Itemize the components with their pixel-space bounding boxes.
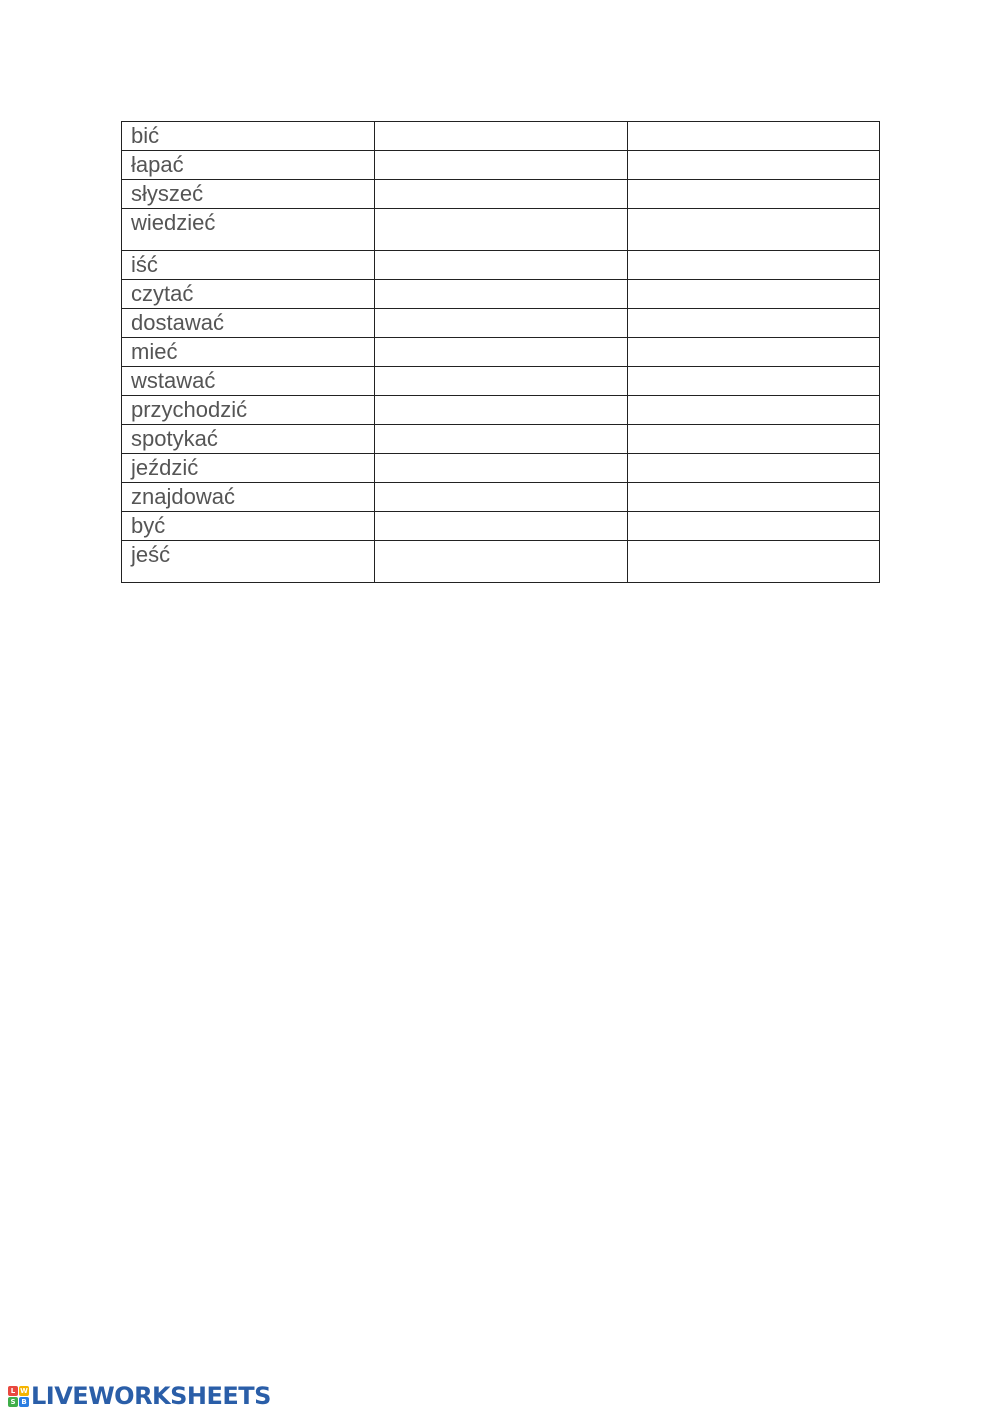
- verb-text: znajdować: [131, 484, 235, 509]
- table-row: [122, 209, 880, 251]
- answer-cell-2[interactable]: [628, 209, 880, 251]
- verb-cell: [122, 541, 375, 583]
- answer-cell-2[interactable]: [628, 251, 880, 280]
- verb-text: jeść: [131, 542, 171, 567]
- answer-cell-2[interactable]: [628, 151, 880, 180]
- table-row: [122, 512, 880, 541]
- verb-cell: [122, 367, 375, 396]
- answer-cell-1[interactable]: [375, 541, 628, 583]
- logo-text: LIVEWORKSHEETS: [31, 1382, 271, 1410]
- answer-cell-1[interactable]: [375, 309, 628, 338]
- answer-cell-2[interactable]: [628, 338, 880, 367]
- table-row: [122, 338, 880, 367]
- verb-cell: [122, 396, 375, 425]
- answer-cell-1[interactable]: [375, 151, 628, 180]
- table-row: [122, 367, 880, 396]
- verb-text: czytać: [131, 281, 194, 306]
- answer-cell-2[interactable]: [628, 425, 880, 454]
- answer-cell-2[interactable]: [628, 367, 880, 396]
- verb-text: spotykać: [131, 426, 218, 451]
- verb-text: przychodzić: [131, 397, 248, 422]
- verb-cell: [122, 512, 375, 541]
- verb-cell: [122, 151, 375, 180]
- verb-cell: [122, 425, 375, 454]
- answer-cell-1[interactable]: [375, 209, 628, 251]
- table-row: [122, 122, 880, 151]
- table-row: [122, 425, 880, 454]
- answer-cell-2[interactable]: [628, 483, 880, 512]
- table-row: [122, 251, 880, 280]
- answer-cell-1[interactable]: [375, 454, 628, 483]
- answer-cell-1[interactable]: [375, 396, 628, 425]
- verb-cell: [122, 309, 375, 338]
- answer-cell-1[interactable]: [375, 483, 628, 512]
- answer-cell-1[interactable]: [375, 338, 628, 367]
- answer-cell-1[interactable]: [375, 512, 628, 541]
- answer-cell-1[interactable]: [375, 425, 628, 454]
- verb-cell: [122, 180, 375, 209]
- table-row: [122, 396, 880, 425]
- answer-cell-1[interactable]: [375, 180, 628, 209]
- verb-text: jeździć: [131, 455, 199, 480]
- verb-text: być: [131, 513, 166, 538]
- logo-mark-icon: [8, 1386, 29, 1407]
- answer-cell-2[interactable]: [628, 309, 880, 338]
- verb-text: bić: [131, 123, 160, 148]
- answer-cell-2[interactable]: [628, 122, 880, 151]
- verb-table: [121, 121, 880, 583]
- answer-cell-2[interactable]: [628, 180, 880, 209]
- table-row: [122, 180, 880, 209]
- answer-cell-2[interactable]: [628, 280, 880, 309]
- verb-text: słyszeć: [131, 181, 204, 206]
- verb-cell: [122, 483, 375, 512]
- verb-text: iść: [131, 252, 158, 277]
- verb-cell: [122, 122, 375, 151]
- verb-text: dostawać: [131, 310, 224, 335]
- verb-text: łapać: [131, 152, 184, 177]
- verb-cell: [122, 209, 375, 251]
- verb-text: wiedzieć: [131, 210, 216, 235]
- answer-cell-1[interactable]: [375, 251, 628, 280]
- verb-cell: [122, 280, 375, 309]
- logo-block-b: B: [19, 1397, 29, 1407]
- table-row: [122, 454, 880, 483]
- answer-cell-2[interactable]: [628, 512, 880, 541]
- verb-text: mieć: [131, 339, 178, 364]
- answer-cell-1[interactable]: [375, 280, 628, 309]
- answer-cell-2[interactable]: [628, 541, 880, 583]
- table-row: [122, 280, 880, 309]
- answer-cell-2[interactable]: [628, 454, 880, 483]
- verb-text: wstawać: [131, 368, 216, 393]
- answer-cell-2[interactable]: [628, 396, 880, 425]
- answer-cell-1[interactable]: [375, 367, 628, 396]
- logo-block-w: W: [20, 1386, 28, 1395]
- answer-cell-1[interactable]: [375, 122, 628, 151]
- liveworksheets-logo: [8, 1382, 271, 1410]
- verb-cell: [122, 251, 375, 280]
- table-row: [122, 309, 880, 338]
- verb-cell: [122, 338, 375, 367]
- logo-block-s: S: [8, 1397, 18, 1407]
- verb-cell: [122, 454, 375, 483]
- table-row: [122, 151, 880, 180]
- table-row: [122, 483, 880, 512]
- logo-block-l: L: [8, 1386, 18, 1396]
- table-row: [122, 541, 880, 583]
